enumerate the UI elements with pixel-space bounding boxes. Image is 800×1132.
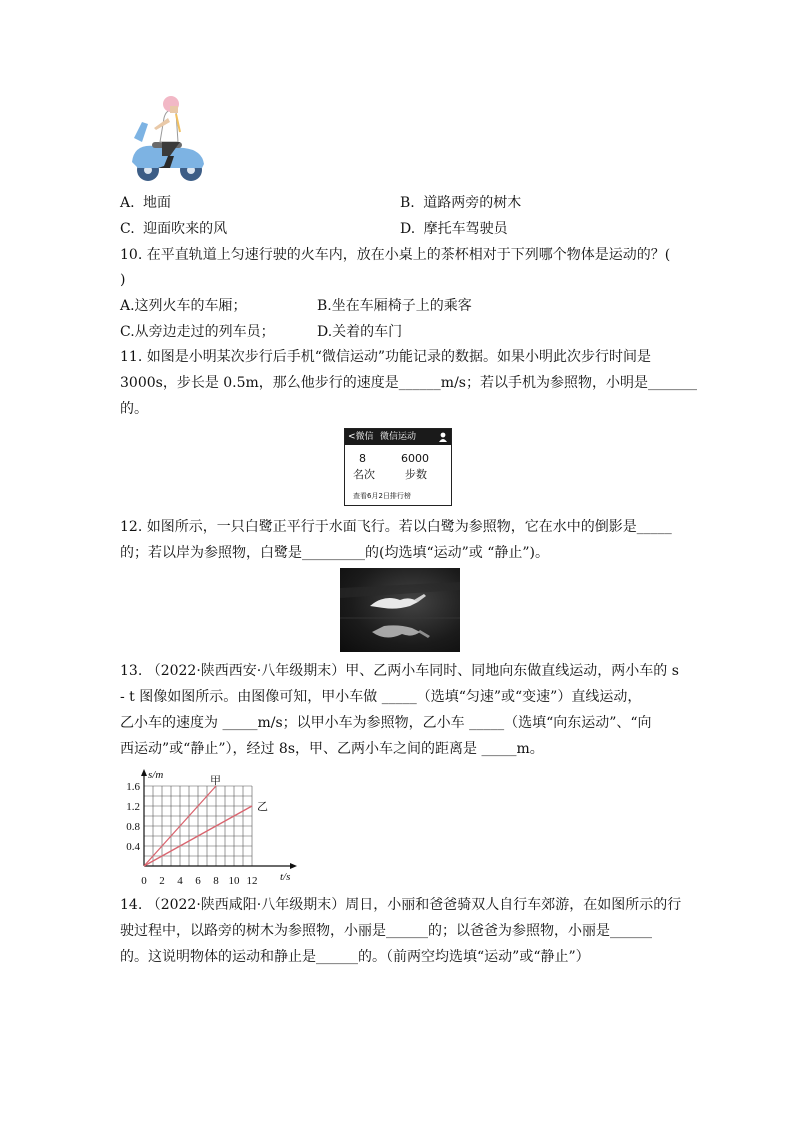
question-11-text-2: 3000s，步长是 0.5m，那么他步行的速度是______m/s；若以手机为参照物，小明是_______	[120, 375, 697, 391]
option-letter: D.	[400, 221, 416, 237]
question-14-text-3: 的。这说明物体的运动和静止是______的。（前两空均选填“运动”或“静止”）	[120, 949, 590, 965]
y-axis-label: s/m	[148, 769, 164, 781]
y-tick-label: 0.8	[126, 821, 140, 833]
y-tick-label: 1.6	[126, 781, 140, 793]
question-10-text: 10. 在平直轨道上匀速行驶的火车内，放在小桌上的茶杯相对于下列哪个物体是运动的？(	[120, 247, 671, 263]
x-tick-label: 6	[195, 875, 201, 887]
x-tick-label: 10	[228, 875, 240, 887]
option-b: B.坐在车厢椅子上的乘客	[317, 298, 472, 314]
ranking-link: 查看6月2日排行榜	[353, 492, 411, 500]
series-yi-label: 乙	[257, 800, 268, 813]
wechat-title-bar	[345, 429, 451, 445]
option-b	[400, 193, 521, 213]
question-12-text-2: 的；若以岸为参照物，白鹭是_________的(均选填“运动”或 “静止”)。	[120, 545, 550, 561]
x-tick-label: 12	[246, 875, 258, 887]
option-text: 地面	[143, 195, 172, 211]
option-letter: C.	[120, 221, 135, 237]
question-14-text-2: 驶过程中，以路旁的树木为参照物，小丽是______的；以爸爸为参照物，小丽是______	[120, 923, 652, 939]
wechat-sport-title: 微信运动	[379, 432, 416, 442]
egret-photo	[340, 568, 460, 652]
option-d: D.关着的车门	[317, 324, 403, 340]
egret-image	[340, 568, 460, 652]
x-tick-label: 2	[159, 875, 165, 887]
s-t-chart	[118, 766, 308, 890]
option-letter: B.	[400, 195, 415, 211]
option-text: 摩托车驾驶员	[423, 221, 508, 237]
option-a: A.这列火车的车厢；	[120, 298, 247, 314]
option-letter: A.	[120, 195, 135, 211]
question-14-text: 14. （2022·陕西咸阳·八年级期末）周日，小丽和爸爸骑双人自行车郊游，在如图所示的行	[120, 897, 682, 913]
x-tick-label: 0	[141, 875, 147, 887]
scooter-illustration	[124, 92, 210, 184]
back-link: <微信	[348, 432, 374, 442]
option-d	[400, 219, 508, 239]
question-11-text-3: 的。	[120, 401, 148, 417]
x-axis-arrow	[290, 863, 297, 869]
rank-label: 名次	[353, 468, 375, 481]
x-tick-label: 4	[177, 875, 183, 887]
option-a	[120, 193, 171, 213]
question-12-text: 12. 如图所示，一只白鹭正平行于水面飞行。若以白鹭为参照物，它在水中的倒影是_____	[120, 519, 672, 535]
series-jia-label: 甲	[210, 774, 221, 787]
question-13-text: 13. （2022·陕西西安·八年级期末）甲、乙两小车同时、同地向东做直线运动，两小车的 s	[120, 663, 679, 679]
question-13-text-2: - t 图像如图所示。由图像可知，甲小车做 _____（选填“匀速”或“变速”）直线运动，	[120, 689, 642, 705]
steps-label: 步数	[405, 468, 427, 481]
question-13-text-3: 乙小车的速度为 _____m/s；以甲小车为参照物，乙小车 _____（选填“向东运动”、“向	[120, 715, 652, 731]
wechat-sport-figure	[344, 428, 452, 506]
option-text: 道路两旁的树木	[423, 195, 522, 211]
option-text: 迎面吹来的风	[143, 221, 228, 237]
question-11-text: 11. 如图是小明某次步行后手机“微信运动”功能记录的数据。如果小明此次步行时间是	[120, 349, 652, 365]
question-13-text-4: 西运动”或“静止”），经过 8s，甲、乙两小车之间的距离是 _____m。	[120, 741, 544, 757]
y-tick-label: 0.4	[126, 841, 140, 853]
steps-value: 6000	[401, 452, 429, 465]
rank-value: 8	[359, 452, 366, 465]
x-axis-label: t/s	[280, 871, 291, 883]
y-axis-arrow	[141, 769, 147, 776]
question-10-paren: )	[120, 272, 126, 288]
y-tick-label: 1.2	[126, 801, 140, 813]
user-icon	[439, 432, 447, 442]
option-c: C.从旁边走过的列车员；	[120, 324, 275, 340]
x-tick-label: 8	[213, 875, 219, 887]
option-c	[120, 219, 227, 239]
